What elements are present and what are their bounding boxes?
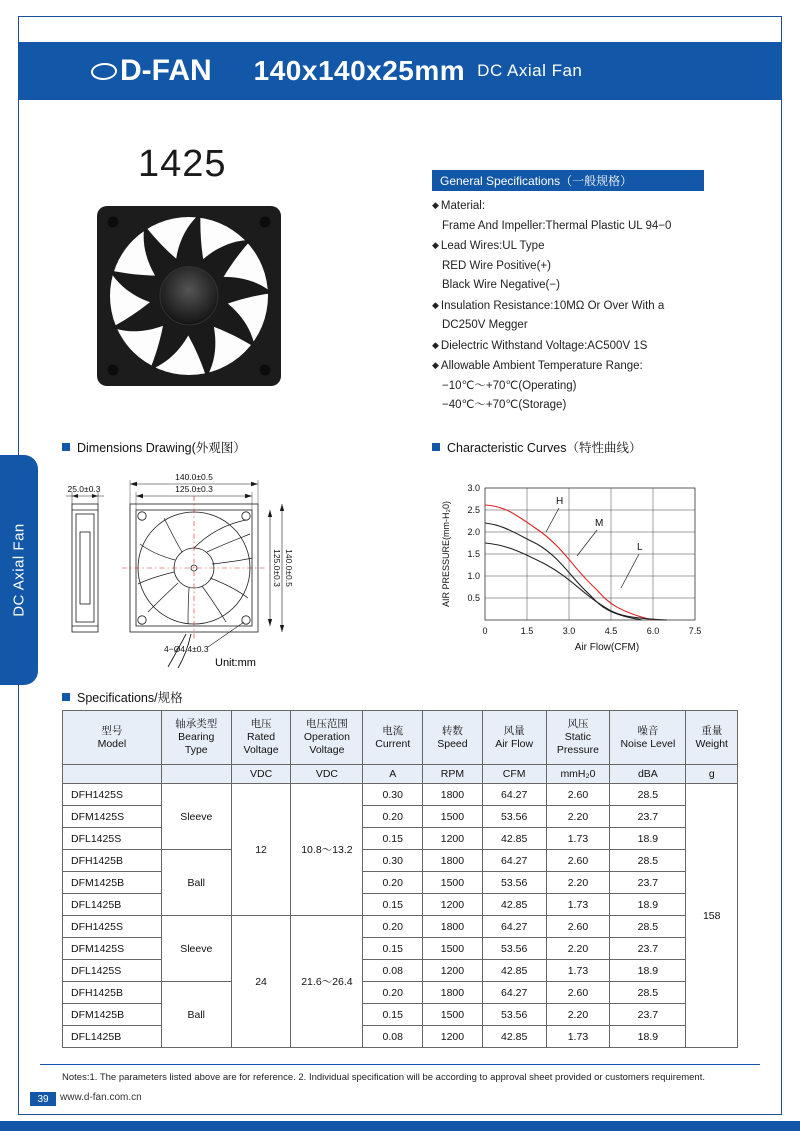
cell-operation-voltage: 21.6～26.4 <box>291 916 363 1048</box>
y-tick-2.5: 2.5 <box>467 505 480 515</box>
cell-current: 0.08 <box>363 960 423 982</box>
cell-current: 0.30 <box>363 784 423 806</box>
th-weight <box>686 711 738 765</box>
th-noise-en: Noise Level <box>620 737 676 750</box>
x-tick-6.0: 6.0 <box>646 626 660 636</box>
th-weight-en: Weight <box>695 737 728 750</box>
cell-pressure: 1.73 <box>546 894 610 916</box>
cell-current: 0.20 <box>363 916 423 938</box>
th-bearing <box>161 711 231 765</box>
gs-line-2: Lead Wires:UL Type <box>440 240 545 252</box>
cell-pressure: 2.20 <box>546 1004 610 1026</box>
dim-inner-width-label: 125.0±0.3 <box>175 484 213 494</box>
footer-divider <box>40 1064 760 1065</box>
table-row <box>63 916 738 938</box>
th-operation-voltage <box>291 711 363 765</box>
cell-model: DFL1425S <box>63 828 162 850</box>
cell-pressure: 2.20 <box>546 872 610 894</box>
section-label: Dimensions Drawing(外观图） <box>77 441 246 455</box>
characteristic-curves-chart <box>425 470 755 670</box>
th-noise <box>610 711 686 765</box>
bullet-square-icon <box>62 693 70 701</box>
th-model-en: Model <box>97 737 127 750</box>
dim-inner-height-label: 125.0±0.3 <box>272 549 282 587</box>
cell-pressure: 2.60 <box>546 850 610 872</box>
page-header <box>19 42 781 100</box>
cell-model: DFM1425S <box>63 938 162 960</box>
cell-model: DFM1425B <box>63 1004 162 1026</box>
th-speed-cn: 转数 <box>441 724 463 737</box>
section-heading-dimensions <box>62 438 246 456</box>
th-bearing-en-2: Type <box>184 744 208 756</box>
curve-label-m: M <box>595 518 604 529</box>
cell-model: DFM1425S <box>63 806 162 828</box>
section-heading-specifications <box>62 688 183 706</box>
unit-speed: RPM <box>423 765 483 784</box>
cell-airflow: 53.56 <box>482 1004 546 1026</box>
cell-pressure: 2.60 <box>546 916 610 938</box>
th-current-en: Current <box>375 737 411 750</box>
cell-airflow: 64.27 <box>482 850 546 872</box>
th-pressure-cn: 风压 <box>567 718 589 730</box>
cell-airflow: 42.85 <box>482 1026 546 1048</box>
cell-airflow: 64.27 <box>482 982 546 1004</box>
side-tab-label: DC Axial Fan <box>10 523 28 617</box>
cell-speed: 1200 <box>423 960 483 982</box>
gs-line-1: Frame And Impeller:Thermal Plastic UL 94−0 <box>442 219 672 232</box>
th-operation-voltage-en-2: Voltage <box>309 744 345 756</box>
cell-airflow: 53.56 <box>482 872 546 894</box>
fan-product-photo <box>93 200 288 392</box>
unit-model <box>63 765 162 784</box>
x-tick-1.5: 1.5 <box>520 626 534 636</box>
cell-bearing: Sleeve <box>161 784 231 850</box>
cell-bearing: Ball <box>161 982 231 1048</box>
cell-airflow: 53.56 <box>482 938 546 960</box>
cell-pressure: 1.73 <box>546 828 610 850</box>
cell-speed: 1800 <box>423 916 483 938</box>
gs-line-6: DC250V Megger <box>442 319 528 331</box>
cell-model: DFL1425S <box>63 960 162 982</box>
specifications-table <box>62 710 738 1048</box>
x-axis-title: Air Flow(CFM) <box>574 642 640 653</box>
bullet-square-icon <box>432 443 440 451</box>
th-noise-cn: 噪音 <box>637 724 659 737</box>
cell-weight: 158 <box>686 784 738 1048</box>
table-units-row <box>63 765 738 784</box>
cell-model: DFH1425S <box>63 916 162 938</box>
th-speed <box>423 711 483 765</box>
gs-line-10: −40℃～+70℃(Storage) <box>442 399 567 411</box>
cell-pressure: 1.73 <box>546 960 610 982</box>
cell-noise: 28.5 <box>610 916 686 938</box>
cell-rated-voltage: 24 <box>231 916 291 1048</box>
cell-airflow: 42.85 <box>482 894 546 916</box>
th-pressure-en-1: Static <box>564 731 592 743</box>
th-airflow <box>482 711 546 765</box>
th-bearing-en-1: Bearing <box>178 731 215 743</box>
x-tick-7.5: 7.5 <box>688 626 702 636</box>
cell-noise: 18.9 <box>610 960 686 982</box>
product-size-title: 140x140x25mm <box>253 55 466 86</box>
th-speed-en: Speed <box>437 737 468 750</box>
x-tick-4.5: 4.5 <box>604 626 618 636</box>
cell-model: DFH1425S <box>63 784 162 806</box>
cell-current: 0.08 <box>363 1026 423 1048</box>
th-weight-cn: 重量 <box>701 724 723 737</box>
cell-noise: 28.5 <box>610 784 686 806</box>
y-axis-title: AIR PRESSURE(mm-H₂0) <box>441 500 451 608</box>
cell-noise: 18.9 <box>610 1026 686 1048</box>
page-title: 1425 <box>138 143 227 185</box>
cell-rated-voltage: 12 <box>231 784 291 916</box>
gs-line-0: Material: <box>440 200 486 212</box>
th-rated-voltage-en-2: Voltage <box>243 744 279 756</box>
cell-speed: 1800 <box>423 784 483 806</box>
gs-line-3: RED Wire Positive(+) <box>442 259 551 272</box>
th-static-pressure <box>546 711 610 765</box>
section-label: Characteristic Curves（特性曲线） <box>447 441 642 455</box>
brand-logo <box>91 54 212 88</box>
th-airflow-en: Air Flow <box>495 737 534 750</box>
unit-pressure: mmH₂0 <box>546 765 610 784</box>
cell-speed: 1200 <box>423 1026 483 1048</box>
unit-operation-voltage: VDC <box>291 765 363 784</box>
th-model-cn: 型号 <box>101 724 123 737</box>
cell-model: DFH1425B <box>63 850 162 872</box>
cell-noise: 23.7 <box>610 872 686 894</box>
th-bearing-cn: 轴承类型 <box>175 718 218 730</box>
gs-line-5: Insulation Resistance:10MΩ Or Over With a <box>440 299 665 312</box>
general-specifications-list: ◆ Material: Frame And Impeller:Thermal Plastic UL 94−0 ◆ Lead Wires:UL Type RED Wire Positive(+) Black Wire Negative(−) ◆ Insulation Resistance:10MΩ Or Over With a DC250V Megger ◆ Dielectric Withstand Voltage:AC500V 1S ◆ Allowable Ambient Temperature Range: −10℃～+70℃(Operating) −40℃～+70℃(Storage) <box>432 200 672 411</box>
bottom-accent-bar <box>0 1121 800 1131</box>
y-tick-0.5: 0.5 <box>467 593 480 603</box>
table-row <box>63 850 738 872</box>
cell-current: 0.20 <box>363 982 423 1004</box>
curve-label-h: H <box>556 496 564 507</box>
dim-depth-label: 25.0±0.3 <box>67 484 101 494</box>
y-tick-2.0: 2.0 <box>467 527 480 537</box>
section-label: Specifications/规格 <box>77 691 183 705</box>
y-tick-1.5: 1.5 <box>467 549 480 559</box>
cell-model: DFM1425B <box>63 872 162 894</box>
th-current-cn: 电流 <box>382 724 404 737</box>
logo-text: D-FAN <box>120 54 212 87</box>
y-tick-3.0: 3.0 <box>467 483 480 493</box>
unit-bearing <box>161 765 231 784</box>
cell-pressure: 2.60 <box>546 982 610 1004</box>
dim-outer-height-label: 140.0±0.5 <box>284 549 294 587</box>
cell-speed: 1800 <box>423 982 483 1004</box>
unit-weight: g <box>686 765 738 784</box>
curve-label-l: L <box>637 542 643 553</box>
th-model <box>63 711 162 765</box>
cell-pressure: 2.20 <box>546 938 610 960</box>
th-operation-voltage-cn: 电压范围 <box>305 718 348 730</box>
cell-current: 0.15 <box>363 1004 423 1026</box>
cell-speed: 1500 <box>423 806 483 828</box>
website-label: www.d-fan.com.cn <box>60 1092 142 1103</box>
cell-noise: 18.9 <box>610 894 686 916</box>
cell-current: 0.15 <box>363 828 423 850</box>
unit-label: Unit:mm <box>215 657 256 669</box>
footer-notes: Notes:1. The parameters listed above are for reference. 2. Individual specification will be according to approval sheet provided or customers requirement. <box>62 1072 705 1083</box>
cell-speed: 1500 <box>423 938 483 960</box>
cell-airflow: 64.27 <box>482 916 546 938</box>
th-current <box>363 711 423 765</box>
gs-line-7: Dielectric Withstand Voltage:AC500V 1S <box>440 339 648 352</box>
section-heading-curves <box>432 438 641 456</box>
gs-line-8: Allowable Ambient Temperature Range: <box>440 360 643 372</box>
cell-model: DFL1425B <box>63 1026 162 1048</box>
cell-noise: 23.7 <box>610 938 686 960</box>
cell-current: 0.15 <box>363 894 423 916</box>
cell-noise: 28.5 <box>610 982 686 1004</box>
cell-current: 0.30 <box>363 850 423 872</box>
cell-speed: 1800 <box>423 850 483 872</box>
th-pressure-en-2: Pressure <box>556 744 599 756</box>
unit-current: A <box>363 765 423 784</box>
th-rated-voltage-en-1: Rated <box>247 731 276 743</box>
cell-pressure: 2.20 <box>546 806 610 828</box>
bullet-square-icon <box>62 443 70 451</box>
cell-operation-voltage: 10.8～13.2 <box>291 784 363 916</box>
cell-speed: 1200 <box>423 894 483 916</box>
cell-noise: 28.5 <box>610 850 686 872</box>
unit-noise: dBA <box>610 765 686 784</box>
unit-rated-voltage: VDC <box>231 765 291 784</box>
cell-airflow: 42.85 <box>482 960 546 982</box>
cell-speed: 1500 <box>423 1004 483 1026</box>
table-row <box>63 982 738 1004</box>
cell-noise: 23.7 <box>610 1004 686 1026</box>
general-specifications-title: General Specifications（一般规格） <box>432 170 704 191</box>
gs-line-9: −10℃～+70℃(Operating) <box>442 379 577 392</box>
cell-airflow: 42.85 <box>482 828 546 850</box>
th-rated-voltage <box>231 711 291 765</box>
dim-holes-label: 4−Ø4.4±0.3 <box>164 644 209 654</box>
cell-model: DFL1425B <box>63 894 162 916</box>
gs-line-4: Black Wire Negative(−) <box>442 279 560 291</box>
unit-airflow: CFM <box>482 765 546 784</box>
x-tick-3.0: 3.0 <box>562 626 576 636</box>
table-row <box>63 784 738 806</box>
logo-ellipse-icon <box>90 63 118 80</box>
page-number-badge: 39 <box>30 1092 56 1106</box>
cell-current: 0.20 <box>363 806 423 828</box>
th-rated-voltage-cn: 电压 <box>250 718 272 730</box>
cell-pressure: 1.73 <box>546 1026 610 1048</box>
cell-current: 0.20 <box>363 872 423 894</box>
th-airflow-cn: 风量 <box>503 724 525 737</box>
cell-speed: 1500 <box>423 872 483 894</box>
side-tab-dc-axial-fan <box>0 455 38 685</box>
cell-noise: 18.9 <box>610 828 686 850</box>
x-tick-0: 0 <box>482 626 488 636</box>
cell-airflow: 64.27 <box>482 784 546 806</box>
cell-bearing: Sleeve <box>161 916 231 982</box>
cell-noise: 23.7 <box>610 806 686 828</box>
th-operation-voltage-en-1: Operation <box>303 731 350 743</box>
cell-bearing: Ball <box>161 850 231 916</box>
dim-outer-width-label: 140.0±0.5 <box>175 472 213 482</box>
cell-speed: 1200 <box>423 828 483 850</box>
table-header-row <box>63 711 738 765</box>
cell-current: 0.15 <box>363 938 423 960</box>
cell-model: DFH1425B <box>63 982 162 1004</box>
product-type-label: DC Axial Fan <box>477 61 583 80</box>
cell-airflow: 53.56 <box>482 806 546 828</box>
dimensions-drawing <box>58 462 388 677</box>
y-tick-1.0: 1.0 <box>467 571 480 581</box>
cell-pressure: 2.60 <box>546 784 610 806</box>
